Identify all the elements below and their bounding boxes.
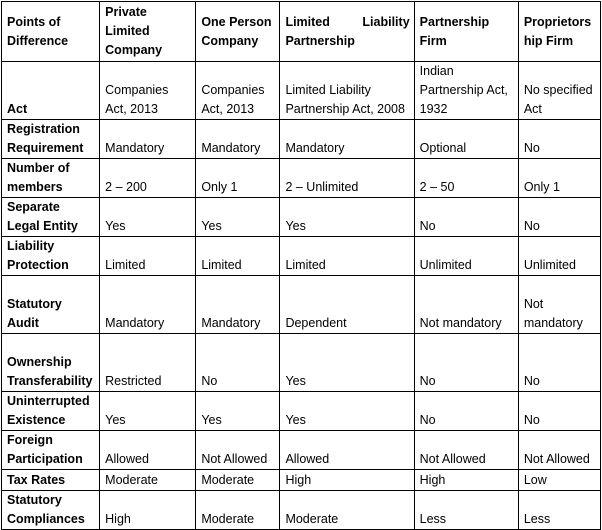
header-one-person-company: One Person Company [196, 2, 280, 62]
table-cell: Less [414, 491, 518, 530]
row-label-act: Act [2, 62, 100, 120]
table-cell: Moderate [280, 491, 414, 530]
table-cell: No [518, 392, 600, 431]
table-cell: Not mandatory [518, 276, 600, 334]
table-cell: Allowed [100, 431, 196, 470]
row-label-liability-protection: Liability Protection [2, 237, 100, 276]
table-cell: Unlimited [414, 237, 518, 276]
table-cell: Low [518, 470, 600, 491]
table-cell: 2 – Unlimited [280, 159, 414, 198]
table-cell: High [414, 470, 518, 491]
table-cell: Mandatory [280, 120, 414, 159]
table-cell: Only 1 [518, 159, 600, 198]
table-cell: Mandatory [100, 276, 196, 334]
table-cell: Moderate [196, 491, 280, 530]
table-row [2, 237, 601, 276]
table-cell: Not Allowed [196, 431, 280, 470]
table-cell: Unlimited [518, 237, 600, 276]
comparison-table [1, 1, 601, 530]
table-cell: Limited Liability Partnership Act, 2008 [280, 62, 414, 120]
table-cell: Companies Act, 2013 [196, 62, 280, 120]
table-row [2, 62, 601, 120]
table-cell: Mandatory [196, 120, 280, 159]
table-cell: No specified Act [518, 62, 600, 120]
table-cell: Moderate [196, 470, 280, 491]
row-label-separate-legal-entity: Separate Legal Entity [2, 198, 100, 237]
table-cell: No [518, 120, 600, 159]
table-cell: Indian Partnership Act, 1932 [414, 62, 518, 120]
table-row [2, 276, 601, 334]
table-row [2, 334, 601, 392]
table-cell: Yes [280, 392, 414, 431]
table-cell: Allowed [280, 431, 414, 470]
header-points-of-difference: Points of Difference [2, 2, 100, 62]
table-cell: Not mandatory [414, 276, 518, 334]
table-cell: Not Allowed [518, 431, 600, 470]
table-cell: 2 – 200 [100, 159, 196, 198]
table-cell: No [196, 334, 280, 392]
header-limited-liability-partnership: Limited Liability Partnership [280, 2, 414, 62]
table-cell: No [414, 392, 518, 431]
row-label-ownership-transferability: Ownership Transferability [2, 334, 100, 392]
table-cell: Dependent [280, 276, 414, 334]
header-private-limited-company: Private Limited Company [100, 2, 196, 62]
table-cell: Yes [280, 198, 414, 237]
table-cell: High [100, 491, 196, 530]
table-row [2, 159, 601, 198]
table-cell: Restricted [100, 334, 196, 392]
row-label-uninterrupted-existence: Uninterrupted Existence [2, 392, 100, 431]
table-cell: Less [518, 491, 600, 530]
table-cell: 2 – 50 [414, 159, 518, 198]
row-label-statutory-compliances: Statutory Compliances [2, 491, 100, 530]
row-label-registration-requirement: Registration Requirement [2, 120, 100, 159]
table-row [2, 198, 601, 237]
header-row [2, 2, 601, 62]
table-cell: Mandatory [196, 276, 280, 334]
table-cell: Moderate [100, 470, 196, 491]
table-cell: Yes [196, 392, 280, 431]
table-cell: Only 1 [196, 159, 280, 198]
table-cell: High [280, 470, 414, 491]
table-row [2, 470, 601, 491]
table-cell: Optional [414, 120, 518, 159]
table-cell: Mandatory [100, 120, 196, 159]
table-cell: Yes [100, 392, 196, 431]
row-label-tax-rates: Tax Rates [2, 470, 100, 491]
table-cell: No [518, 198, 600, 237]
table-cell: No [414, 334, 518, 392]
table-row [2, 392, 601, 431]
table-cell: No [414, 198, 518, 237]
table-cell: Yes [280, 334, 414, 392]
row-label-number-of-members: Number of members [2, 159, 100, 198]
table-cell: No [518, 334, 600, 392]
table-row [2, 431, 601, 470]
header-proprietorship-firm: Proprietorship Firm [518, 2, 600, 62]
table-cell: Companies Act, 2013 [100, 62, 196, 120]
table-cell: Yes [196, 198, 280, 237]
header-partnership-firm: Partnership Firm [414, 2, 518, 62]
table-cell: Limited [196, 237, 280, 276]
table-cell: Not Allowed [414, 431, 518, 470]
row-label-statutory-audit: Statutory Audit [2, 276, 100, 334]
table-row [2, 120, 601, 159]
table-cell: Yes [100, 198, 196, 237]
table-cell: Limited [280, 237, 414, 276]
table-cell: Limited [100, 237, 196, 276]
row-label-foreign-participation: Foreign Participation [2, 431, 100, 470]
